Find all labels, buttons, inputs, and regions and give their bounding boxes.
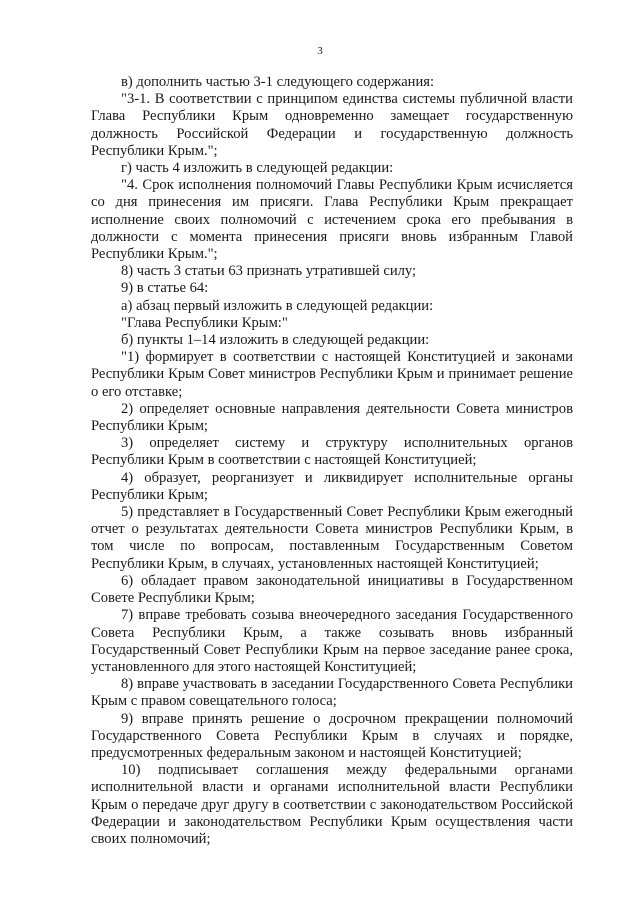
paragraph-item-9: 9) в статье 64:	[121, 280, 209, 297]
list-item-8: 8) вправе участвовать в заседании Государственного Совета Республики Крым с правом совещательного голоса;	[91, 676, 573, 710]
list-item-10: 10) подписывает соглашения между федеральными органами исполнительной власти и органами исполнительной власти Республики Крым о передаче друг другу в соответствии с законодательством Российской Федерации и законодательством Республики Крым осуществления части своих полномочий;	[91, 762, 573, 847]
list-item-4: 4) образует, реорганизует и ликвидирует исполнительные органы Республики Крым;	[91, 469, 573, 503]
page-number: 3	[317, 45, 323, 57]
paragraph-item-8: 8) часть 3 статьи 63 признать утратившей силу;	[121, 263, 417, 280]
list-item-9: 9) вправе принять решение о досрочном прекращении полномочий Государственного Совета Республики Крым в случаях и порядке, предусмотренных федеральным законом и настоящей Конституцией;	[91, 710, 573, 761]
list-item-3: 3) определяет систему и структуру исполнительных органов Республики Крым в соответствии с настоящей Конституцией;	[91, 435, 573, 469]
paragraph-part-3-1-text: "3-1. В соответствии с принципом единства системы публичной власти Глава Республики Крым одновременно замещает государственную должность Российской Федерации и государственную должность Республики Крым.";	[91, 91, 573, 159]
paragraph-item-9a-text: "Глава Республики Крым:"	[121, 314, 288, 331]
list-item-6: 6) обладает правом законодательной инициативы в Государственном Совете Республики Крым;	[91, 572, 573, 607]
paragraph-item-9a: а) абзац первый изложить в следующей редакции:	[121, 297, 434, 314]
list-item-1: "1) формирует в соответствии с настоящей Конституцией и законами Республики Крым Совет министров Республики Крым и принимает решение о его отставке;	[91, 349, 573, 400]
list-item-5: 5) представляет в Государственный Совет Республики Крым ежегодный отчет о результатах деятельности Совета министров Республики Крым, в том числе по вопросам, поставленным Государственным Советом Республики Крым, в случаях, установленных настоящей Конституцией;	[91, 504, 573, 572]
paragraph-insert-part-3-1: в) дополнить частью 3-1 следующего содержания:	[121, 74, 435, 90]
paragraph-item-9b: б) пункты 1–14 изложить в следующей редакции:	[121, 332, 430, 349]
list-item-2: 2) определяет основные направления деятельности Совета министров Республики Крым;	[91, 400, 573, 435]
document-body	[91, 74, 573, 848]
list-item-7: 7) вправе требовать созыва внеочередного заседания Государственного Совета Республики Крым, а также созывать вновь избранный Государственный Совет Республики Крым на первое заседание ранее срока, установленного для этого настоящей Конституцией;	[91, 607, 573, 675]
paragraph-part-4-text: "4. Срок исполнения полномочий Главы Республики Крым исчисляется со дня принесения им присяги. Глава Республики Крым прекращает исполнение своих полномочий с истечением срока его пребывания в должности с момента принесения присяги вновь избранным Главой Республики Крым.";	[91, 177, 573, 263]
paragraph-amend-part-4: г) часть 4 изложить в следующей редакции:	[121, 160, 394, 177]
